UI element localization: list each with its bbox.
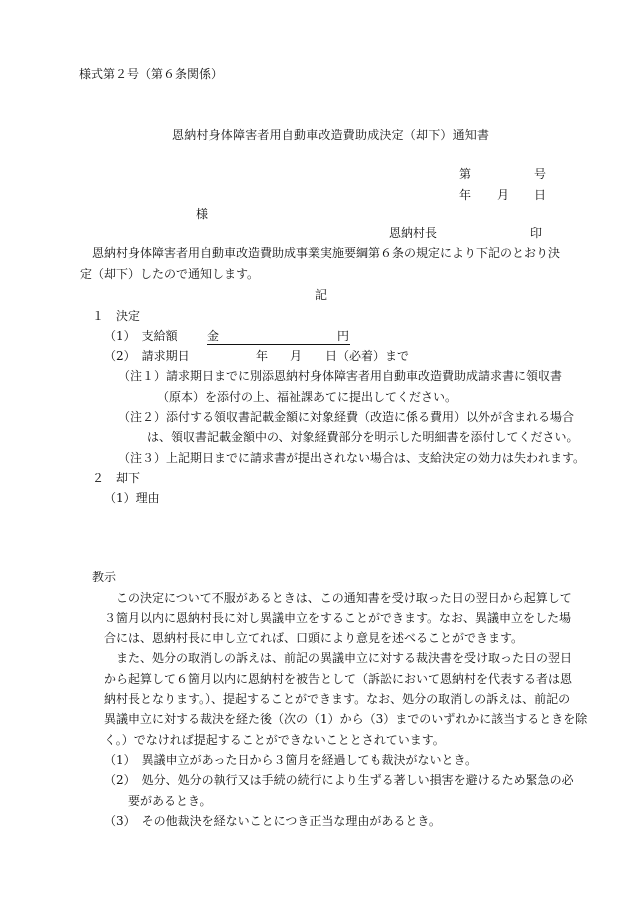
form-number: 様式第２号（第６条関係） bbox=[79, 67, 224, 81]
rejection-heading: ２ 却下 bbox=[92, 471, 141, 485]
body-text-line1: 恩納村身体障害者用自動車改造費助成事業実施要綱第６条の規定により下記のとおり決 bbox=[92, 246, 561, 260]
ki-marker: 記 bbox=[315, 288, 328, 302]
date-day: 日 bbox=[534, 188, 547, 202]
rejection-reason-label: （1）理由 bbox=[104, 491, 160, 505]
recipient-suffix: 様 bbox=[196, 207, 209, 221]
amount-underline bbox=[207, 344, 350, 345]
yen-prefix: 金 bbox=[207, 329, 220, 343]
instruction-p2-line5: く。）でなければ提起することができないこととされています。 bbox=[104, 733, 445, 747]
claim-deadline-label: （2） 請求期日 bbox=[104, 349, 190, 363]
yen-suffix: 円 bbox=[337, 329, 350, 343]
instruction-p2-line3: 納村長となります。）、提起することができます。なお、処分の取消しの訴えは、前記の bbox=[104, 692, 571, 706]
decision-heading: １ 決定 bbox=[92, 309, 141, 323]
instruction-list-item2-line1: （2） 処分、処分の執行又は手続の続行により生ずる著しい損害を避けるため緊急の必 bbox=[104, 773, 574, 787]
document-title: 恩納村身体障害者用自動車改造費助成決定（却下）通知書 bbox=[172, 128, 490, 142]
instruction-heading: 教示 bbox=[92, 570, 117, 584]
note1-line1: （注１）請求期日までに別添恩納村身体障害者用自動車改造費助成請求書に領収書 bbox=[118, 369, 563, 383]
note2-line1: （注２）添付する領収書記載金額に対象経費（改造に係る費用）以外が含まれる場合 bbox=[118, 410, 575, 424]
instruction-p2-line2: から起算して６箇月以内に恩納村を被告として（訴訟において恩納村を代表する者は恩 bbox=[104, 672, 573, 686]
note1-line2: （原本）を添付の上、福祉課あてに提出してください。 bbox=[157, 390, 458, 404]
instruction-list-item2-line2: 要があるとき。 bbox=[128, 794, 212, 808]
instruction-list-item1: （1） 異議申立があった日から３箇月を経過しても裁決がないとき。 bbox=[104, 753, 478, 767]
deadline-day: 日（必着）まで bbox=[325, 349, 410, 363]
instruction-list-item3: （3） その他裁決を経ないことにつき正当な理由があるとき。 bbox=[104, 814, 441, 828]
deadline-year: 年 bbox=[256, 349, 269, 363]
date-month: 月 bbox=[497, 188, 510, 202]
body-text-line2: 定（却下）したので通知します。 bbox=[80, 267, 260, 281]
instruction-p1-line3: 合には、恩納村長に申し立てれば、口頭により意見を述べることができます。 bbox=[104, 631, 524, 645]
note3: （注３）上記期日までに請求書が提出されない場合は、支給決定の効力は失われます。 bbox=[118, 451, 586, 465]
number-suffix: 号 bbox=[534, 167, 547, 181]
date-year: 年 bbox=[459, 188, 472, 202]
seal-mark: 印 bbox=[530, 226, 543, 240]
issuer-name: 恩納村長 bbox=[389, 226, 438, 240]
instruction-p1-line1: この決定について不服があるときは、この通知書を受け取った日の翌日から起算して bbox=[116, 591, 572, 605]
deadline-month: 月 bbox=[290, 349, 303, 363]
instruction-p1-line2: ３箇月以内に恩納村長に対し異議申立をすることができます。なお、異議申立をした場 bbox=[104, 611, 572, 625]
payment-amount-label: （1） 支給額 bbox=[104, 329, 178, 343]
instruction-p2-line4: 異議申立に対する裁決を経た後（次の（1）から（3）までのいずれかに該当するときを除 bbox=[104, 712, 588, 726]
number-prefix: 第 bbox=[459, 167, 472, 181]
note2-line2: は、領収書記載金額中の、対象経費部分を明示した明細書を添付してください。 bbox=[147, 430, 579, 444]
instruction-p2-line1: また、処分の取消しの訴えは、前記の異議申立に対する裁決書を受け取った日の翌日 bbox=[116, 651, 573, 665]
